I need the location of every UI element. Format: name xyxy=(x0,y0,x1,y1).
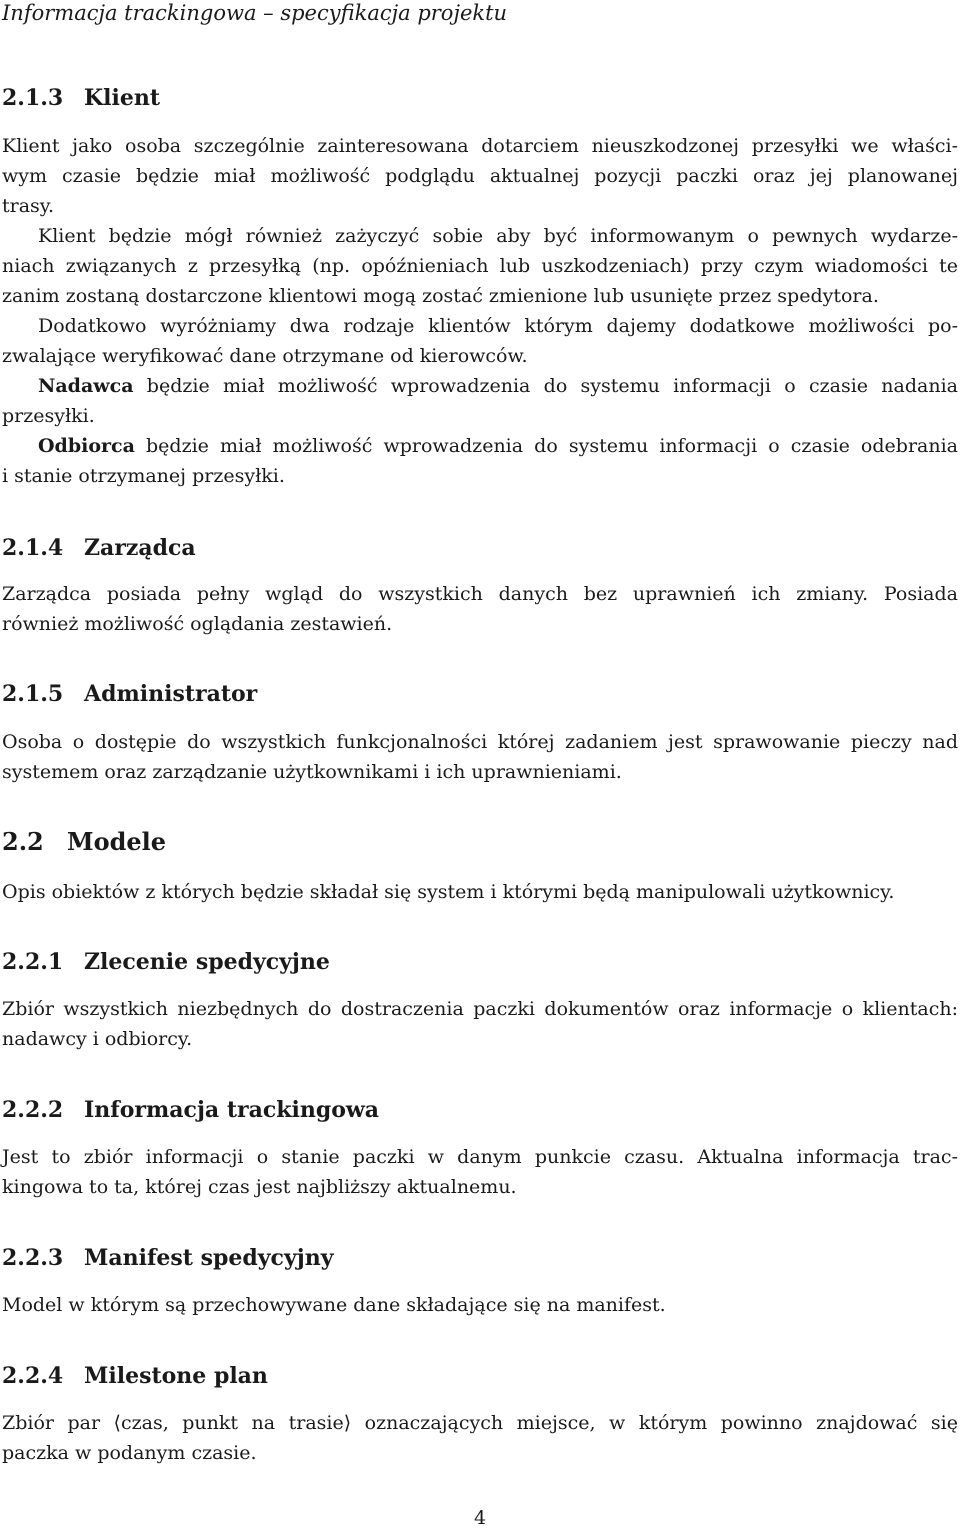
section-title: Modele xyxy=(67,827,167,856)
paragraph-line: Klient będzie mógł również zażyczyć sobie aby być informowanym o pewnych wydarze- xyxy=(38,225,958,247)
section-title: Manifest spedycyjny xyxy=(84,1245,334,1271)
paragraph-line: nadawcy i odbiorcy. xyxy=(2,1028,193,1050)
section-title: Zarządca xyxy=(84,535,196,561)
paragraph-line: systemem oraz zarządzanie użytkownikami i ich uprawnieniami. xyxy=(2,761,622,783)
paragraph-line: zanim zostaną dostarczone klientowi mogą zostać zmienione lub usunięte przez spedytora. xyxy=(2,285,879,307)
section-heading-2-2 xyxy=(2,828,166,856)
paragraph-line: wym czasie będzie miał możliwość podglądu aktualnej pozycji paczki oraz jej planowanej xyxy=(2,165,958,187)
paragraph-line: i stanie otrzymanej przesyłki. xyxy=(2,465,285,487)
section-number: 2.2.2 xyxy=(2,1097,64,1123)
section-number: 2.2.1 xyxy=(2,949,64,975)
page-number: 4 xyxy=(474,1507,487,1529)
term-nadawca: Nadawca xyxy=(38,375,134,397)
paragraph-line: Zarządca posiada pełny wgląd do wszystkich danych bez uprawnień ich zmiany. Posiada xyxy=(2,583,958,605)
paragraph-line xyxy=(38,434,958,458)
paragraph-line: Zbiór wszystkich niezbędnych do dostraczenia paczki dokumentów oraz informacje o klientach: xyxy=(2,998,958,1020)
paragraph-line: kingowa to ta, której czas jest najbliższy aktualnemu. xyxy=(2,1176,517,1198)
section-heading-2-1-4 xyxy=(2,534,196,562)
term-description: będzie miał możliwość wprowadzenia do systemu informacji o czasie odebrania xyxy=(134,435,958,457)
paragraph-line: Jest to zbiór informacji o stanie paczki w danym punkcie czasu. Aktualna informacja trac- xyxy=(2,1146,958,1168)
paragraph-line: Klient jako osoba szczególnie zainteresowana dotarciem nieuszkodzonej przesyłki we właści- xyxy=(2,135,958,157)
section-number: 2.2 xyxy=(2,827,44,856)
running-head: Informacja trackingowa – specyfikacja projektu xyxy=(2,1,508,25)
section-number: 2.1.3 xyxy=(2,85,64,111)
section-number: 2.2.4 xyxy=(2,1363,64,1389)
section-title: Klient xyxy=(84,85,160,111)
paragraph-line: zwalające weryfikować dane otrzymane od kierowców. xyxy=(2,345,528,367)
section-heading-2-1-3 xyxy=(2,84,160,112)
paragraph-line: Opis obiektów z których będzie składał się system i którymi będą manipulowali użytkownicy. xyxy=(2,881,895,903)
section-heading-2-2-2 xyxy=(2,1096,379,1124)
paragraph-line: trasy. xyxy=(2,195,55,217)
section-title: Informacja trackingowa xyxy=(84,1097,380,1123)
paragraph-line: przesyłki. xyxy=(2,405,95,427)
paragraph-line: niach związanych z przesyłką (np. opóźnieniach lub uszkodzeniach) przy czym wiadomości te xyxy=(2,255,958,277)
paragraph-line: paczka w podanym czasie. xyxy=(2,1442,257,1464)
paragraph-line xyxy=(38,374,958,398)
section-number: 2.2.3 xyxy=(2,1245,64,1271)
section-heading-2-1-5 xyxy=(2,680,257,708)
section-title: Administrator xyxy=(84,681,258,707)
paragraph-line: Zbiór par ⟨czas, punkt na trasie⟩ oznaczających miejsce, w którym powinno znajdować się xyxy=(2,1412,958,1434)
paragraph-line: Model w którym są przechowywane dane składające się na manifest. xyxy=(2,1294,666,1316)
section-heading-2-2-1 xyxy=(2,948,330,976)
section-heading-2-2-3 xyxy=(2,1244,333,1272)
section-number: 2.1.5 xyxy=(2,681,64,707)
paragraph-line: również możliwość oglądania zestawień. xyxy=(2,613,393,635)
term-description: będzie miał możliwość wprowadzenia do systemu informacji o czasie nadania xyxy=(133,375,958,397)
section-heading-2-2-4 xyxy=(2,1362,268,1390)
term-odbiorca: Odbiorca xyxy=(38,435,135,457)
paragraph-line: Dodatkowo wyróżniamy dwa rodzaje klientów którym dajemy dodatkowe możliwości po- xyxy=(38,315,958,337)
section-title: Zlecenie spedycyjne xyxy=(84,949,330,975)
paragraph-line: Osoba o dostępie do wszystkich funkcjonalności której zadaniem jest sprawowanie pieczy nad xyxy=(2,731,958,753)
section-title: Milestone plan xyxy=(84,1363,268,1389)
section-number: 2.1.4 xyxy=(2,535,64,561)
